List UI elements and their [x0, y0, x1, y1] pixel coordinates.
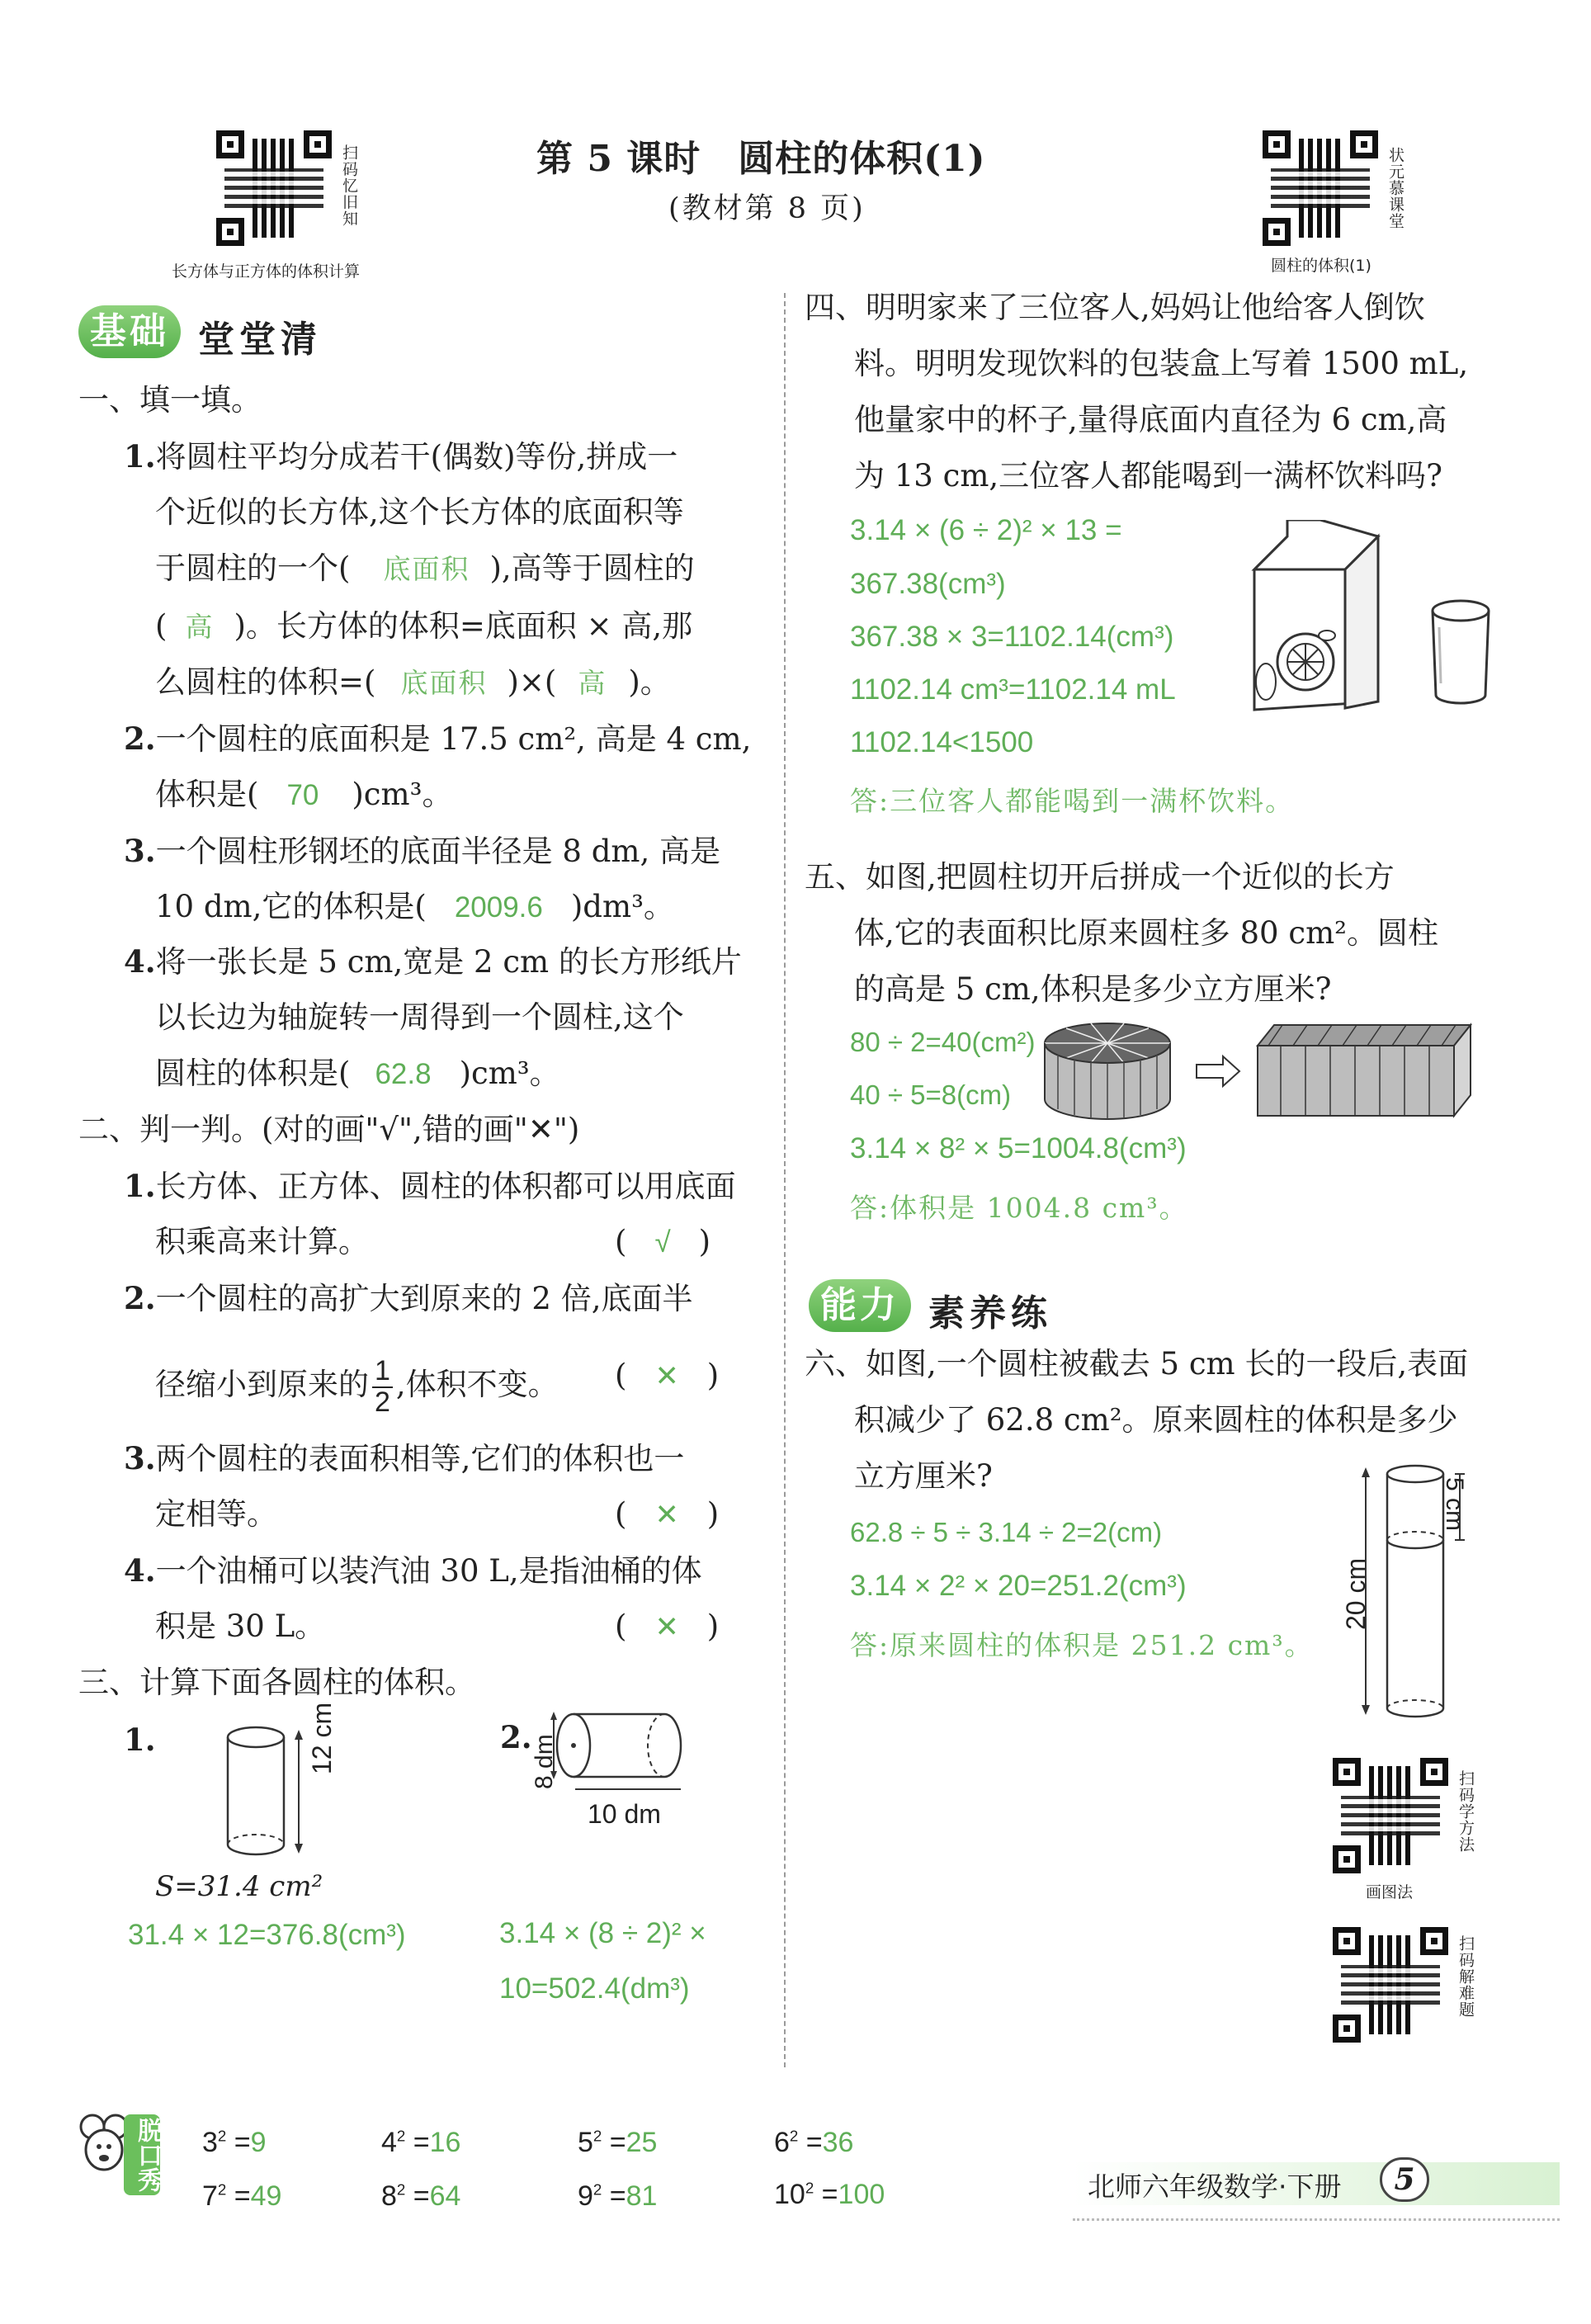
q-text: 以长边为轴旋转一周得到一个圆柱,这个: [155, 999, 684, 1035]
q-text: 定相等。: [155, 1496, 277, 1532]
square-value: 100: [838, 2179, 885, 2210]
solution-line: 3.14 × 2² × 20=251.2(cm³): [850, 1570, 1187, 1602]
square-base: 8: [381, 2180, 397, 2212]
section-badge-basic: 基础: [78, 305, 181, 358]
cylinder-figure-2: [549, 1708, 689, 1799]
part3-heading: 三、计算下面各圆柱的体积。: [78, 1665, 475, 1700]
q-text: )cm³。: [352, 777, 453, 812]
q-number: 4.: [124, 1552, 156, 1589]
qr-difficult-side-label: 扫码解难题: [1456, 1935, 1475, 2018]
q-text: )。: [628, 664, 671, 700]
square-fact: $5^2 =25$: [578, 2127, 658, 2158]
q-text: )×(: [507, 664, 557, 700]
square-fact: $6^2 =36$: [774, 2127, 854, 2158]
solution-line: 3.14 × (6 ÷ 2)² × 13 =: [850, 514, 1122, 546]
qr-left-caption: 长方体与正方体的体积计算: [172, 262, 361, 281]
q-text: 圆柱的体积是(: [155, 1056, 351, 1091]
q-text: 四、明明家来了三位客人,妈妈让他给客人倒饮: [805, 290, 1425, 325]
square-value: 25: [626, 2127, 658, 2158]
square-value: 9: [250, 2127, 267, 2158]
q-text: 径缩小到原来的: [155, 1367, 369, 1403]
fraction: [372, 1357, 393, 1417]
qr-method-side-label: 扫码学方法: [1456, 1770, 1475, 1853]
q-text: 体,它的表面积比原来圆柱多 80 cm²。圆柱: [854, 915, 1439, 951]
q-number: 3.: [124, 833, 156, 869]
square-value: 16: [429, 2127, 461, 2158]
q-text: 一个圆柱的底面积是 17.5 cm², 高是 4 cm,: [155, 721, 752, 757]
q-text: 长方体、正方体、圆柱的体积都可以用底面: [155, 1169, 736, 1204]
q-text: ),高等于圆柱的: [489, 550, 695, 586]
fig1-solution: 31.4 × 12=376.8(cm³): [128, 1919, 406, 1951]
answer-sentence: 答:体积是 1004.8 cm³。: [850, 1192, 1188, 1224]
solution-line: 40 ÷ 5=8(cm): [850, 1079, 1012, 1110]
cylinder-figure-1: [206, 1717, 322, 1865]
q-text: ,体积不变。: [395, 1367, 559, 1403]
part1-heading: 一、填一填。: [78, 382, 262, 418]
q-number: 1.: [124, 1168, 156, 1204]
q-text: 将一张长是 5 cm,宽是 2 cm 的长方形纸片: [155, 944, 742, 980]
square-fact: $8^2 =64$: [381, 2180, 461, 2212]
qr-right-caption: 圆柱的体积(1): [1271, 257, 1371, 275]
answer-text: 底面积: [400, 667, 488, 699]
q-number: 3.: [124, 1440, 156, 1476]
juice-box-and-cup-illustration: [1238, 520, 1510, 718]
q-text: 一个油桶可以装汽油 30 L,是指油桶的体: [155, 1553, 702, 1589]
square-value: 81: [626, 2180, 658, 2212]
square-base: 7: [202, 2180, 218, 2212]
answer-sentence: 答:原来圆柱的体积是 251.2 cm³。: [850, 1629, 1314, 1661]
answer-text: 高: [185, 611, 215, 643]
q-number: 2.: [124, 720, 156, 757]
page-number: 5: [1380, 2157, 1429, 2202]
square-base: 6: [774, 2127, 790, 2158]
solution-line: 367.38 × 3=1102.14(cm³): [850, 621, 1174, 653]
q-text: )cm³。: [459, 1056, 560, 1091]
fig2-number: 2.: [500, 1719, 532, 1755]
cylinder-cut-illustration: [1041, 1017, 1479, 1124]
q-text: 积是 30 L。: [155, 1608, 326, 1644]
fig2-solution-line2: 10=502.4(dm³): [499, 1972, 690, 2005]
fraction-denominator: 2: [375, 1386, 390, 1418]
q-text: 他量家中的杯子,量得底面内直径为 6 cm,高: [854, 402, 1447, 437]
q-text: 积乘高来计算。: [155, 1224, 369, 1259]
q-text: 将圆柱平均分成若干(偶数)等份,拼成一: [155, 439, 678, 475]
fig6-total-height-label: 20 cm: [1341, 1557, 1371, 1630]
square-base: 10: [774, 2179, 805, 2210]
answer-text: 62.8: [375, 1058, 432, 1090]
square-value: 49: [250, 2180, 282, 2212]
qr-left-side-label: 扫码忆旧知: [340, 144, 358, 227]
solution-line: 1102.14 cm³=1102.14 mL: [850, 673, 1176, 706]
judge-bracket: ( ✕ ): [615, 1608, 720, 1644]
square-fact: $7^2 =49$: [202, 2180, 282, 2212]
q-text: (: [155, 608, 168, 644]
section-title-ability: 素养练: [928, 1292, 1052, 1334]
answer-text: 高: [578, 667, 607, 699]
q-text: 一个圆柱形钢坯的底面半径是 8 dm, 高是: [155, 834, 720, 869]
answer-text: 底面积: [383, 553, 470, 585]
q-text: )dm³。: [570, 889, 674, 924]
fig2-length-label: 10 dm: [588, 1799, 661, 1829]
square-value: 64: [429, 2180, 461, 2212]
q-text: 的高是 5 cm,体积是多少立方厘米?: [854, 971, 1332, 1007]
square-base: 3: [202, 2127, 218, 2158]
answer-mark: √: [654, 1226, 671, 1259]
qr-method-caption: 画图法: [1366, 1883, 1414, 1901]
footer-dotted-line: [1073, 2218, 1560, 2221]
answer-mark: ✕: [654, 1611, 679, 1643]
q-text: )。长方体的体积=底面积 × 高,那: [234, 608, 693, 644]
section-title-basic: 堂堂清: [198, 319, 322, 361]
answer-mark: ✕: [654, 1360, 679, 1392]
answer-mark: ✕: [654, 1499, 679, 1531]
q-text: 五、如图,把圆柱切开后拼成一个近似的长方: [805, 859, 1395, 895]
fig2-diameter-label: 8 dm: [531, 1734, 558, 1789]
square-base: 4: [381, 2127, 397, 2158]
qr-code-right[interactable]: [1263, 130, 1378, 246]
section-badge-ability: 能力: [809, 1279, 911, 1332]
q-text: 于圆柱的一个(: [155, 550, 351, 586]
judge-bracket: ( ✕ ): [615, 1358, 720, 1393]
book-title: 北师六年级数学·下册: [1088, 2170, 1342, 2203]
square-base: 9: [578, 2180, 593, 2212]
answer-text: 2009.6: [454, 891, 543, 923]
q-text: 么圆柱的体积=(: [155, 664, 376, 700]
q-text: 两个圆柱的表面积相等,它们的体积也一: [155, 1441, 685, 1476]
solution-line: 62.8 ÷ 5 ÷ 3.14 ÷ 2=2(cm): [850, 1517, 1163, 1547]
solution-line: 367.38(cm³): [850, 568, 1006, 600]
square-fact: $3^2 =9$: [202, 2127, 267, 2158]
answer-sentence: 答:三位客人都能喝到一满杯饮料。: [850, 785, 1295, 817]
q-text: 为 13 cm,三位客人都能喝到一满杯饮料吗?: [854, 458, 1443, 494]
q-text: 体积是(: [155, 777, 259, 812]
page-title: 第 5 课时 圆柱的体积(1): [536, 138, 986, 180]
fraction-numerator: 1: [372, 1357, 393, 1388]
fig1-height-label: 12 cm: [307, 1702, 337, 1774]
q-text: 立方厘米?: [854, 1458, 993, 1494]
square-fact: $4^2 =16$: [381, 2127, 461, 2158]
q-text: 一个圆柱的高扩大到原来的 2 倍,底面半: [155, 1281, 693, 1316]
q-number: 4.: [124, 943, 156, 980]
qr-code-difficult[interactable]: [1333, 1927, 1448, 2043]
part2-heading: 二、判一判。(对的画"√",错的画"✕"): [78, 1112, 580, 1147]
q-text: 10 dm,它的体积是(: [155, 889, 427, 924]
square-value: 36: [822, 2127, 854, 2158]
q-text: 积减少了 62.8 cm²。原来圆柱的体积是多少: [854, 1402, 1458, 1438]
qr-code-method[interactable]: [1333, 1758, 1448, 1873]
answer-text: 70: [286, 779, 319, 811]
fig1-area-label: S=31.4 cm²: [155, 1870, 323, 1903]
solution-line: 1102.14<1500: [850, 726, 1034, 758]
judge-bracket: ( √ ): [615, 1224, 711, 1259]
mascot-label: 脱口秀: [124, 2114, 160, 2195]
solution-line: 3.14 × 8² × 5=1004.8(cm³): [850, 1132, 1187, 1164]
fig2-solution-line1: 3.14 × (8 ÷ 2)² ×: [499, 1917, 706, 1949]
qr-code-left[interactable]: [216, 130, 332, 246]
square-fact: $9^2 =81$: [578, 2180, 658, 2212]
q-text: 六、如图,一个圆柱被截去 5 cm 长的一段后,表面: [805, 1346, 1469, 1382]
q-text: 料。明明发现饮料的包装盒上写着 1500 mL,: [854, 346, 1469, 381]
fig6-cut-height-label: 5 cm: [1441, 1477, 1468, 1532]
page-subtitle: (教材第 8 页): [668, 192, 866, 225]
q-text: 个近似的长方体,这个长方体的底面积等: [155, 494, 684, 530]
column-divider: [784, 293, 786, 2067]
square-base: 5: [578, 2127, 593, 2158]
q-number: 1.: [124, 438, 156, 475]
solution-line: 80 ÷ 2=40(cm²): [850, 1027, 1036, 1057]
q-number: 2.: [124, 1280, 156, 1316]
fig1-number: 1.: [124, 1722, 156, 1758]
qr-right-side-label: 状元慕课堂: [1386, 147, 1405, 229]
judge-bracket: ( ✕ ): [615, 1496, 720, 1532]
square-fact: $10^2 =100$: [774, 2179, 885, 2210]
